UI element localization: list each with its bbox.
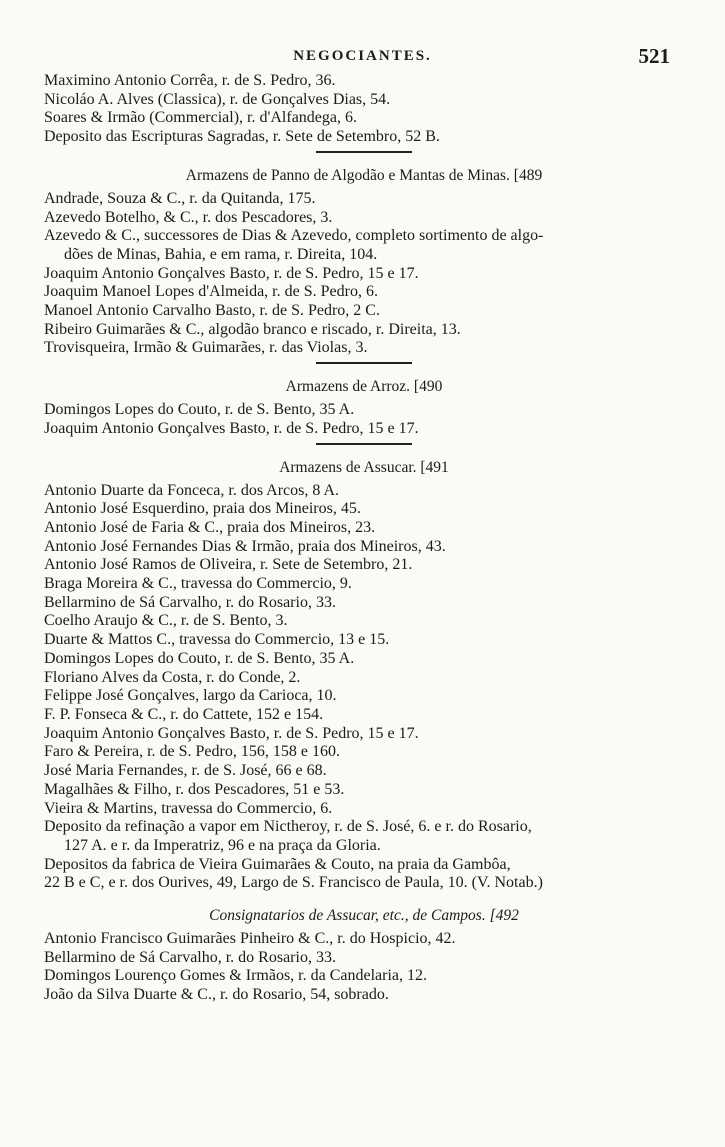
- page-number: 521: [638, 44, 670, 68]
- list-item: Bellarmino de Sá Carvalho, r. do Rosario, 33.: [44, 948, 336, 966]
- page-content: [44, 72, 684, 1005]
- list-item: Nicoláo A. Alves (Classica), r. de Gonçalves Dias, 54.: [44, 90, 391, 108]
- list-item: Antonio Duarte da Fonceca, r. dos Arcos, 8 A.: [44, 481, 340, 499]
- intro-list: [44, 72, 684, 147]
- list-item: Domingos Lopes do Couto, r. de S. Bento, 35 A.: [44, 649, 355, 667]
- list-item: Floriano Alves da Costa, r. do Conde, 2.: [44, 668, 301, 686]
- section-assucar: [44, 457, 684, 893]
- section-divider: [316, 362, 412, 364]
- section-divider: [316, 443, 412, 445]
- section-divider: [316, 151, 412, 153]
- list-item: Bellarmino de Sá Carvalho, r. do Rosario, 33.: [44, 593, 336, 611]
- section-arroz: [44, 376, 684, 438]
- list-item: Magalhães & Filho, r. dos Pescadores, 51 e 53.: [44, 780, 345, 798]
- list-item: Andrade, Souza & C., r. da Quitanda, 175.: [44, 189, 316, 207]
- list-item: José Maria Fernandes, r. de S. José, 66 e 68.: [44, 762, 327, 780]
- page-header: [0, 46, 725, 70]
- list-item: Antonio José Esquerdino, praia dos Mineiros, 45.: [44, 500, 361, 518]
- list-item: F. P. Fonseca & C., r. do Cattete, 152 e 154.: [44, 705, 324, 723]
- section-consignatarios: [44, 905, 684, 1005]
- running-title: NEGOCIANTES.: [293, 48, 432, 64]
- list-item: Azevedo Botelho, & C., r. dos Pescadores, 3.: [44, 208, 333, 226]
- list-item: Domingos Lopes do Couto, r. de S. Bento, 35 A.: [44, 401, 355, 419]
- section-heading: Consignatarios de Assucar, etc., de Campos. [492: [209, 907, 519, 925]
- list-item: Duarte & Mattos C., travessa do Commercio, 13 e 15.: [44, 631, 390, 649]
- list-item: Soares & Irmão (Commercial), r. d'Alfandega, 6.: [44, 109, 358, 127]
- list-item: Manoel Antonio Carvalho Basto, r. de S. Pedro, 2 C.: [44, 302, 380, 320]
- list-item: Joaquim Antonio Gonçalves Basto, r. de S. Pedro, 15 e 17.: [44, 724, 419, 742]
- section-panno-algodao: [44, 165, 684, 358]
- list-item: Deposito da refinação a vapor em Nictheroy, r. de S. José, 6. e r. do Rosario,: [44, 818, 532, 836]
- list-item: Domingos Lourenço Gomes & Irmãos, r. da Candelaria, 12.: [44, 967, 428, 985]
- list-item: Azevedo & C., successores de Dias & Azevedo, completo sortimento de algo-: [44, 227, 544, 245]
- list-item: Ribeiro Guimarães & C., algodão branco e riscado, r. Direita, 13.: [44, 320, 461, 338]
- section-heading: Armazens de Panno de Algodão e Mantas de Minas. [489: [185, 166, 543, 184]
- list-item: Maximino Antonio Corrêa, r. de S. Pedro, 36.: [44, 72, 336, 89]
- list-item: Braga Moreira & C., travessa do Commercio, 9.: [44, 575, 352, 593]
- section-heading: Armazens de Arroz. [490: [285, 378, 443, 396]
- list-item: Joaquim Antonio Gonçalves Basto, r. de S. Pedro, 15 e 17.: [44, 264, 419, 282]
- list-item: Felippe José Gonçalves, largo da Carioca, 10.: [44, 687, 337, 705]
- list-item: Antonio José de Faria & C., praia dos Mineiros, 23.: [44, 518, 376, 536]
- list-item-continuation: dões de Minas, Bahia, e em rama, r. Direita, 104.: [64, 245, 378, 263]
- list-item: Vieira & Martins, travessa do Commercio, 6.: [44, 799, 333, 817]
- list-item: Antonio José Fernandes Dias & Irmão, praia dos Mineiros, 43.: [44, 537, 446, 555]
- list-item: João da Silva Duarte & C., r. do Rosario, 54, sobrado.: [44, 986, 389, 1004]
- section-heading: Armazens de Assucar. [491: [279, 458, 449, 476]
- list-item: Trovisqueira, Irmão & Guimarães, r. das Violas, 3.: [44, 339, 368, 357]
- list-item: Antonio Francisco Guimarães Pinheiro & C., r. do Hospicio, 42.: [44, 930, 456, 948]
- list-item: Antonio José Ramos de Oliveira, r. Sete de Setembro, 21.: [44, 556, 413, 574]
- list-item: Faro & Pereira, r. de S. Pedro, 156, 158 e 160.: [44, 743, 340, 761]
- list-item: Deposito das Escripturas Sagradas, r. Sete de Setembro, 52 B.: [44, 128, 440, 146]
- list-item-continuation: 22 B e C, e r. dos Ourives, 49, Largo de S. Francisco de Paula, 10. (V. Notab.): [44, 874, 543, 892]
- list-item: Coelho Araujo & C., r. de S. Bento, 3.: [44, 612, 288, 630]
- list-item: Joaquim Manoel Lopes d'Almeida, r. de S. Pedro, 6.: [44, 283, 378, 301]
- list-item-continuation: 127 A. e r. da Imperatriz, 96 e na praça da Gloria.: [64, 836, 381, 854]
- list-item: Depositos da fabrica de Vieira Guimarães & Couto, na praia da Gambôa,: [44, 855, 511, 873]
- list-item: Joaquim Antonio Gonçalves Basto, r. de S. Pedro, 15 e 17.: [44, 419, 419, 437]
